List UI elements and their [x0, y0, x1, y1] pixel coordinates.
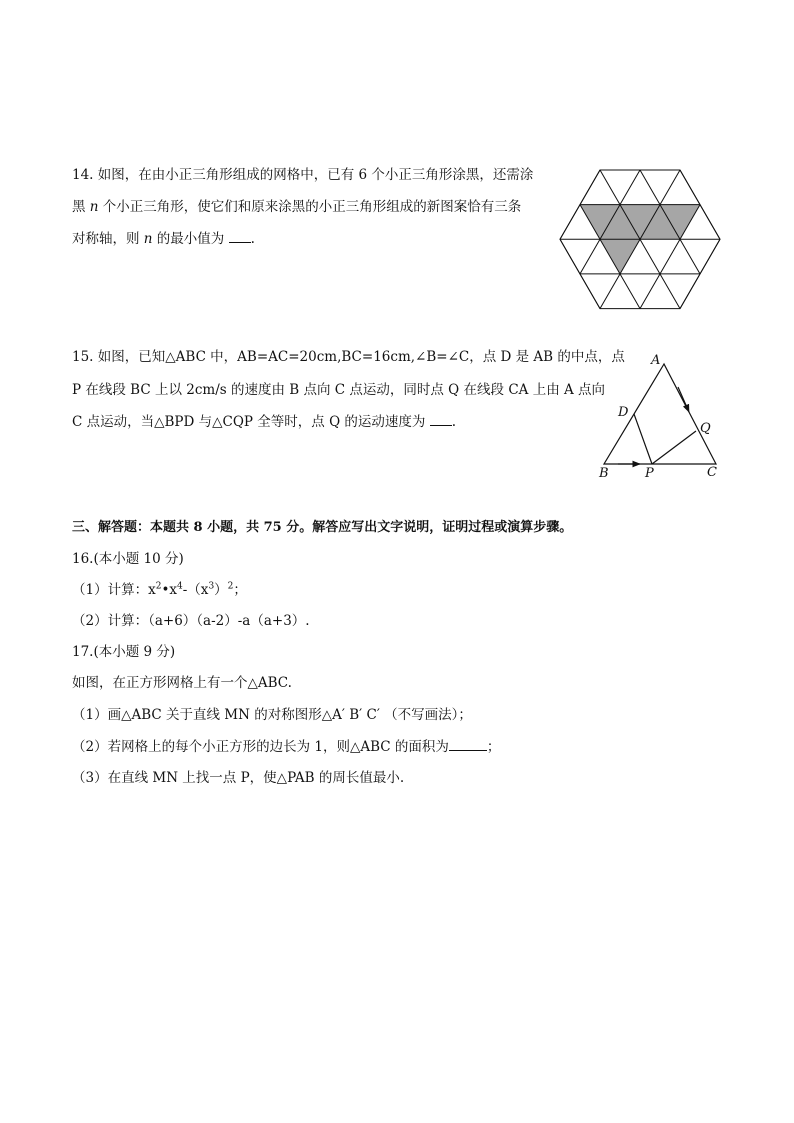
- q14-line-3a: 对称轴，则: [72, 231, 144, 247]
- label-q: Q: [700, 421, 711, 436]
- q14-period: .: [250, 231, 255, 247]
- q17-part-2: [72, 737, 500, 757]
- q15-line-1: 15. 如图，已知△ABC 中，AB=AC=20cm,BC=16cm,∠B=∠C，点 D 是 AB 的中点，点: [72, 349, 625, 365]
- q16-exp-4: 2: [227, 581, 234, 592]
- segment-pq: [652, 431, 696, 464]
- q16-part1-mid1: •x: [161, 582, 178, 598]
- q16-part-2: （2）计算：（a+6）（a-2）-a（a+3）.: [72, 613, 310, 629]
- section-3-heading: 三、解答题：本题共 8 小题，共 75 分。解答应写出文字说明，证明过程或演算步骤。: [72, 520, 573, 535]
- q17-title: 17.(本小题 9 分): [72, 644, 176, 660]
- q16-exp-2: 4: [177, 581, 183, 592]
- q14-variable-n: n: [89, 199, 99, 215]
- segment-dp: [634, 414, 652, 464]
- q15-line-3: [72, 412, 456, 432]
- q14-answer-blank: [229, 230, 251, 243]
- q14-line-3: [72, 229, 255, 249]
- q14-variable-n-2: n: [143, 231, 153, 247]
- label-d: D: [618, 405, 629, 420]
- label-p: P: [645, 466, 654, 481]
- q14-line-2: [72, 197, 521, 217]
- q17-answer-blank: [449, 738, 487, 751]
- arrow-a-to-q: [678, 387, 689, 412]
- q15-answer-blank: [430, 413, 452, 426]
- q14-line-3b: 的最小值为: [152, 231, 225, 247]
- q17-part2-text: （2）若网格上的每个小正方形的边长为 1，则△ABC 的面积为: [72, 739, 449, 755]
- q16-title: 16.(本小题 10 分): [72, 551, 184, 567]
- q14-line-2b: 个小正三角形，使它们和原来涂黑的小正三角形组成的新图案恰有三条: [98, 199, 522, 215]
- q17-part-3: （3）在直线 MN 上找一点 P，使△PAB 的周长值最小.: [72, 770, 405, 786]
- label-b: B: [599, 466, 609, 481]
- q16-part-1: [72, 580, 247, 600]
- q14-hexagon-grid-figure: [558, 168, 728, 318]
- q17-intro: 如图，在正方形网格上有一个△ABC.: [72, 675, 292, 691]
- q16-part1-end: ；: [233, 582, 247, 598]
- q14-line-2a: 黑: [72, 199, 90, 215]
- q15-line-3a: C 点运动，当△BPD 与△CQP 全等时，点 Q 的运动速度为: [72, 414, 426, 430]
- q16-part1-prefix: （1）计算：x: [72, 582, 156, 598]
- q16-part1-mid3: ）: [214, 582, 228, 598]
- q17-part2-end: ；: [486, 739, 501, 755]
- q16-exp-3: 3: [208, 581, 215, 592]
- q14-line-1: 14. 如图，在由小正三角形组成的网格中，已有 6 个小正三角形涂黑，还需涂: [72, 167, 534, 183]
- q17-part-1: （1）画△ABC 关于直线 MN 的对称图形△A′ B′ C′ （不写画法）；: [72, 707, 472, 723]
- shaded-triangle: [600, 239, 640, 274]
- q16-exp-1: 2: [155, 581, 162, 592]
- label-c: C: [707, 465, 717, 480]
- q15-line-2: P 在线段 BC 上以 2cm/s 的速度由 B 点向 C 点运动，同时点 Q 在线段 CA 上由 A 点向: [72, 382, 606, 398]
- q15-triangle-figure: [596, 350, 736, 485]
- q16-part1-mid2: -（x: [182, 582, 209, 598]
- q15-period: .: [451, 414, 457, 430]
- label-a: A: [651, 353, 661, 368]
